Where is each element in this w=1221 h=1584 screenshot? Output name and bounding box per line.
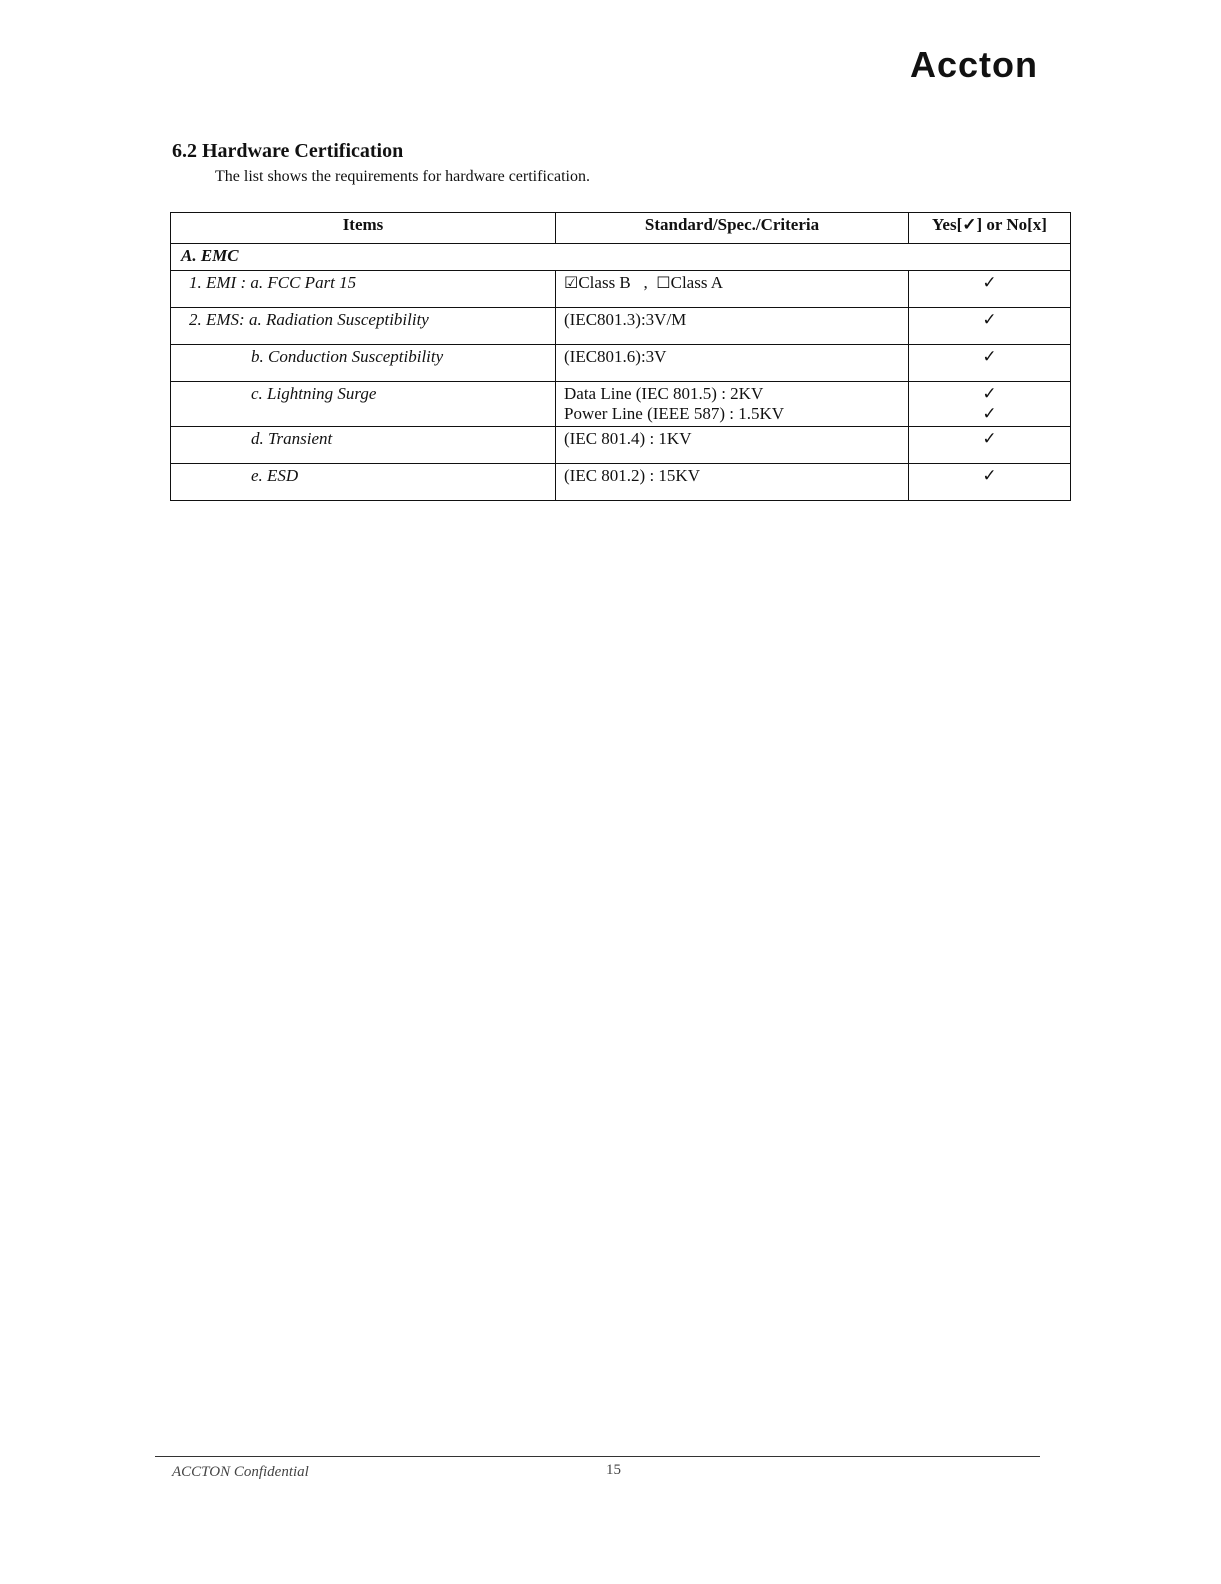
spec-line: Data Line (IEC 801.5) : 2KV [564,384,764,403]
item-cell: 2. EMS: a. Radiation Susceptibility [171,308,556,345]
check-cell: ✓ [909,464,1071,501]
item-cell: e. ESD [171,464,556,501]
group-label: A. EMC [171,244,1071,271]
option-separator: , [643,273,648,292]
table-row [171,382,1071,427]
footer-confidential: ACCTON Confidential [172,1464,309,1480]
spec-cell: (IEC801.3):3V/M [556,308,909,345]
header-yes-no: Yes[✓] or No[x] [909,213,1071,244]
spec-cell [556,382,909,427]
check-cell [909,382,1071,427]
spec-cell: (IEC 801.4) : 1KV [556,427,909,464]
section-intro: The list shows the requirements for hardware certification. [215,168,590,185]
certification-table [170,212,1071,501]
table-row [171,271,1071,308]
group-row [171,244,1071,271]
item-cell: c. Lightning Surge [171,382,556,427]
check-cell: ✓ [909,271,1071,308]
unchecked-box-icon: ☐ [656,273,671,292]
table-row [171,308,1071,345]
spec-cell: (IEC801.6):3V [556,345,909,382]
class-b-label: Class B [578,273,631,292]
footer-divider [155,1456,1040,1457]
item-cell: d. Transient [171,427,556,464]
check-cell: ✓ [909,308,1071,345]
check-mark: ✓ [982,404,997,423]
checked-box-icon: ☑ [564,273,579,292]
check-cell: ✓ [909,427,1071,464]
table-header-row [171,213,1071,244]
table-row [171,427,1071,464]
item-cell: b. Conduction Susceptibility [171,345,556,382]
header-items: Items [171,213,556,244]
item-cell: 1. EMI : a. FCC Part 15 [171,271,556,308]
class-a-label: Class A [670,273,724,292]
accton-logo: Accton [910,44,1039,85]
table-row [171,464,1071,501]
header-standard: Standard/Spec./Criteria [556,213,909,244]
check-mark: ✓ [982,384,997,403]
spec-line: Power Line (IEEE 587) : 1.5KV [564,404,785,423]
page-number: 15 [606,1462,621,1478]
check-cell: ✓ [909,345,1071,382]
table-row [171,345,1071,382]
section-title: 6.2 Hardware Certification [172,140,404,162]
spec-cell [556,271,909,308]
spec-cell: (IEC 801.2) : 15KV [556,464,909,501]
